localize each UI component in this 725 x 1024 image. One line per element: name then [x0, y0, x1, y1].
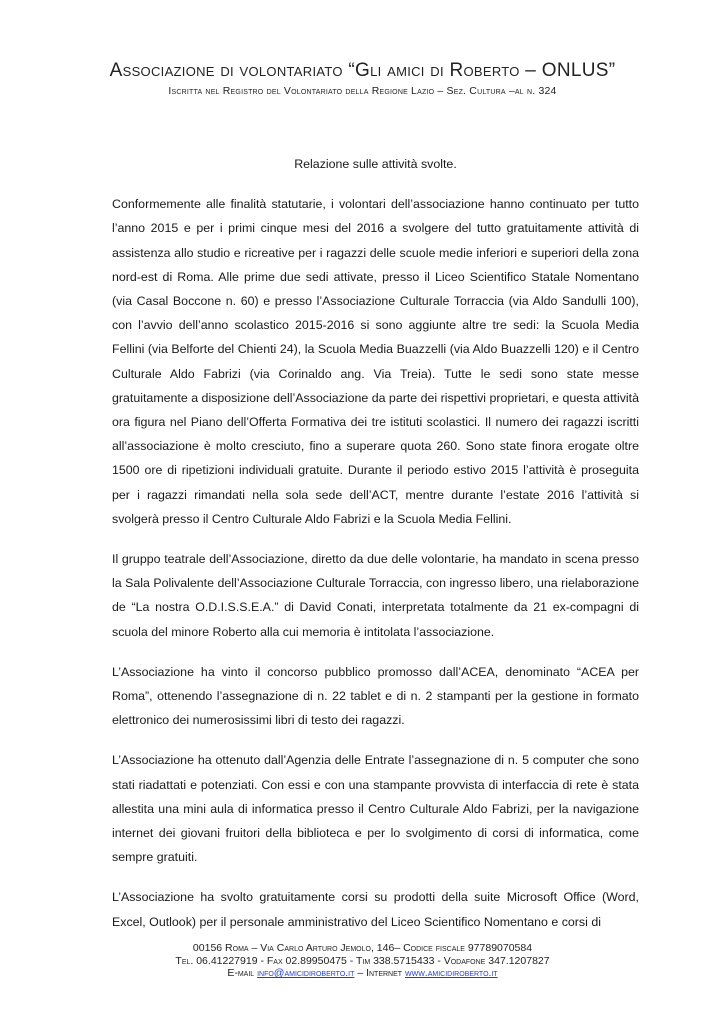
organization-name: Associazione di volontariato “Gli amici di Roberto – ONLUS”: [109, 60, 616, 81]
paragraph-acea: L’Associazione ha vinto il concorso pubblico promosso dall’ACEA, denominato “ACEA per Roma”, ottenendo l’assegnazione di n. 22 tablet e di n. 2 stampanti per la gestione in formato elettronico dei numerosissimi libri di testo dei ragazzi.: [112, 664, 639, 728]
registration-line: Iscritta nel Registro del Volontariato della Regione Lazio – Sez. Cultura –al n. 324: [168, 85, 557, 97]
internet-label: – Internet: [357, 967, 403, 980]
footer-address: 00156 Roma – Via Carlo Arturo Jemolo, 146– Codice fiscale 97789070584: [192, 942, 533, 954]
paragraph-computers: L’Associazione ha ottenuto dall’Agenzia delle Entrate l’assegnazione di n. 5 computer che sono stati riadattati e potenziati. Con essi e con una stampante provvista di interfaccia di rete è stata allestita una mini aula di informatica presso il Centro Culturale Aldo Fabrizi, per la navigazione internet dei giovani fruitori della biblioteca e per lo svolgimento di corsi di informatica, come sempre gratuiti.: [112, 753, 639, 865]
footer-phones: Tel. 06.41227919 - Fax 02.89950475 - Tim 338.5715433 - Vodafone 347.1207827: [175, 954, 550, 967]
website-link[interactable]: www.amicidiroberto.it: [404, 967, 498, 980]
footer-contacts: [0, 967, 725, 980]
letterhead: [0, 58, 725, 98]
email-label: E-mail: [227, 967, 255, 980]
paragraph-courses: L’Associazione ha svolto gratuitamente corsi su prodotti della suite Microsoft Office (Word, Excel, Outlook) per il personale amministrativo del Liceo Scientifico Nomentano e corsi di: [112, 890, 639, 929]
document-body: [112, 152, 639, 950]
document-title: Relazione sulle attività svolte.: [294, 157, 457, 171]
paragraph-theatre: Il gruppo teatrale dell’Associazione, diretto da due delle volontarie, ha mandato in scena presso la Sala Polivalente dell’Associazione Culturale Torraccia, con ingresso libero, una rielaborazione de “La nostra O.D.I.S.S.E.A.” di David Conati, interpretata totalmente da 21 ex-compagni di scuola del minore Roberto alla cui memoria è intitolata l’associazione.: [112, 552, 639, 639]
paragraph-activities: Conformemente alle finalità statutarie, i volontari dell’associazione hanno continuato per tutto l’anno 2015 e per i primi cinque mesi del 2016 a svolgere del tutto gratuitamente attività di assistenza allo studio e ricreative per i ragazzi delle scuole medie inferiori e superiori della zona nord-est di Roma. Alle prime due sedi attivate, presso il Liceo Scientifico Statale Nomentano (via Casal Boccone n. 60) e presso l’Associazione Culturale Torraccia (via Aldo Sandulli 100), con l’avvio dell’anno scolastico 2015-2016 si sono aggiunte altre tre sedi: la Scuola Media Fellini (via Belforte del Chienti 24), la Scuola Media Buazzelli (via Aldo Buazzelli 120) e il Centro Culturale Aldo Fabrizi (via Corinaldo ang. Via Treia). Tutte le sedi sono state messe gratuitamente a disposizione dell’Associazione da parte dei rispettivi proprietari, e questa attività ora figura nel Piano dell’Offerta Formativa dei tre istituti scolastici. Il numero dei ragazzi iscritti all’associazione è molto cresciuto, fino a superare quota 260. Sono state finora erogate oltre 1500 ore di ripetizioni individuali gratuite. Durante il periodo estivo 2015 l’attività è proseguita per i ragazzi rimandati nella sola sede dell’ACT, mentre durante l’estate 2016 l’attività si svolgerà presso il Centro Culturale Aldo Fabrizi e la Scuola Media Fellini.: [112, 197, 639, 526]
page-footer: [0, 942, 725, 980]
email-link[interactable]: info@amicidiroberto.it: [257, 967, 355, 980]
